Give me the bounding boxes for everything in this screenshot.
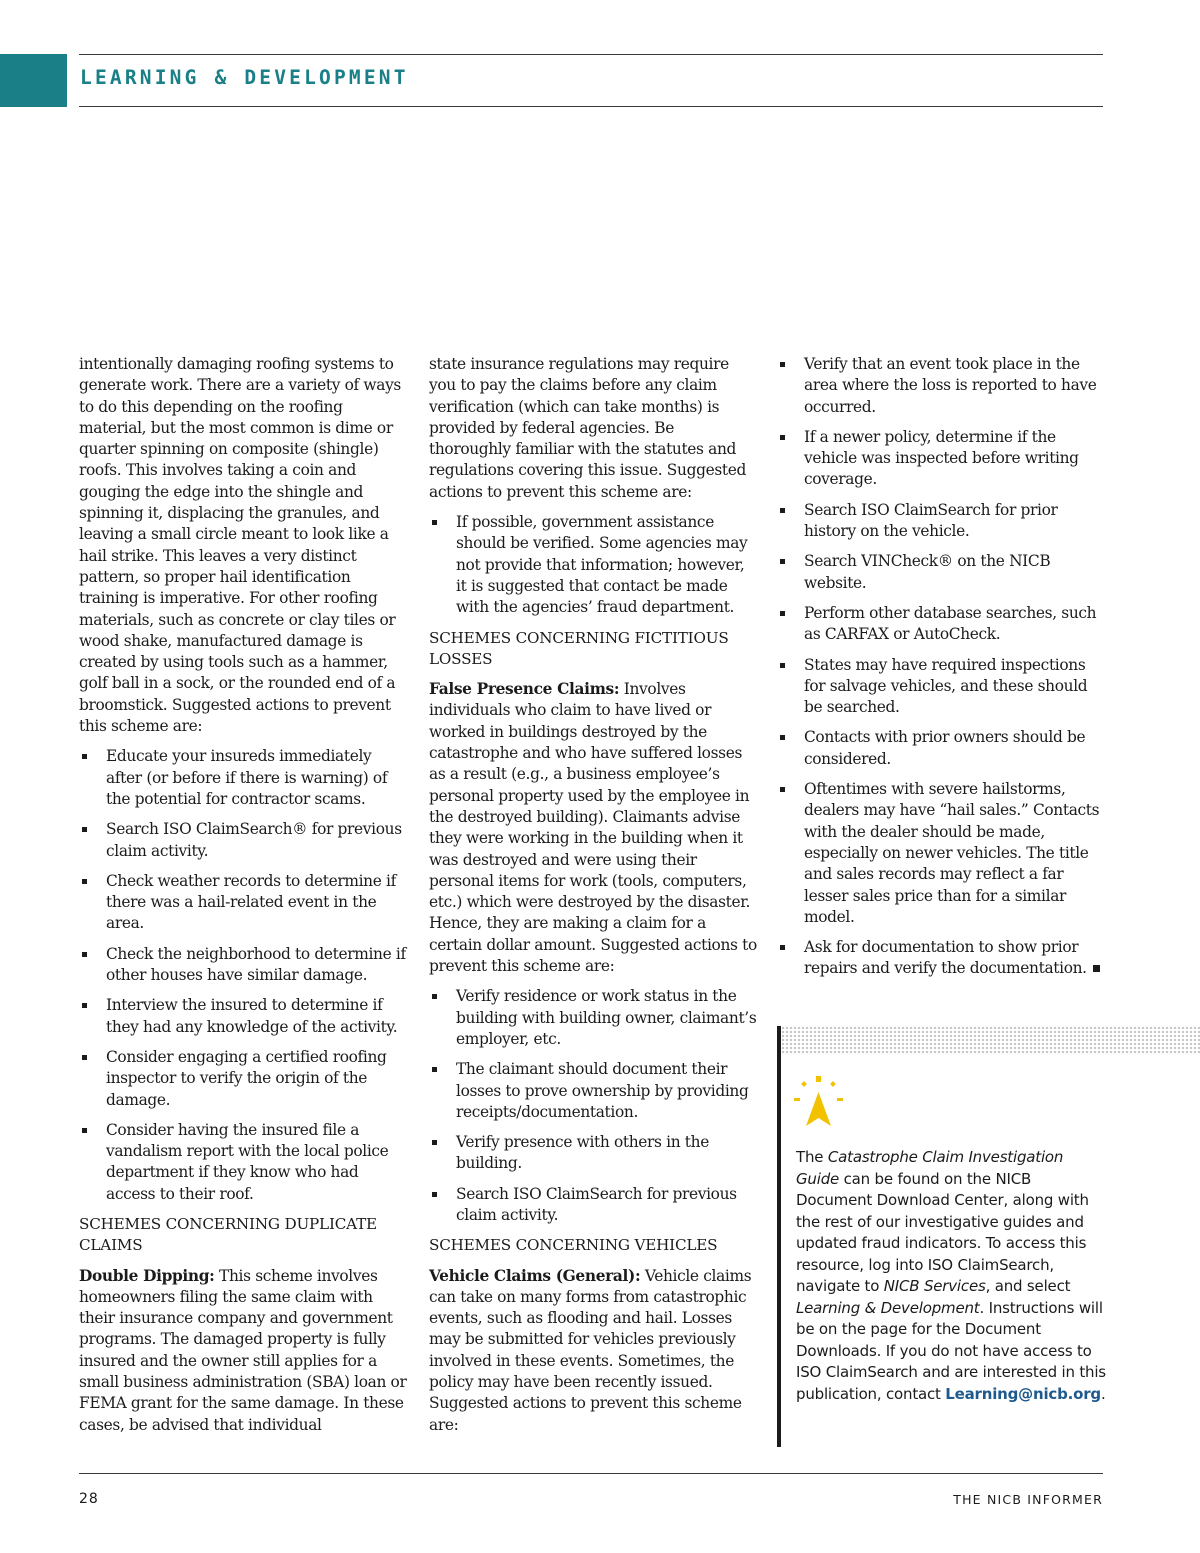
list-item-text: States may have required inspections for salvage vehicles, and these should be searched. [804,655,1088,717]
list-item-text: Verify that an event took place in the area where the loss is reported to have occurred. [804,355,1097,416]
list-item-text: Check the neighborhood to determine if other houses have similar damage. [106,944,406,985]
article-column-1 [79,354,409,1445]
prevention-list [777,354,1107,928]
prevention-list [429,512,759,618]
square-bullet-icon [82,1128,87,1133]
list-item [777,551,1107,594]
list-item-text: Interview the insured to determine if they had any knowledge of the activity. [106,996,398,1036]
list-item-text: Oftentimes with severe hailstorms, dealers may have “hail sales.” Contacts with the dealer should be made, especially on newer vehicles. The title and sales records may reflect a far lesser sales price than for a similar model. [804,780,1100,926]
run-in-text: Vehicle claims can take on many forms from catastrophic events, such as flooding and hail. Losses may be submitted for vehicles previously involved in these events. Sometimes, the policy may have been recently issued. Suggested actions to prevent this scheme are: [429,1266,752,1434]
list-item [777,779,1107,928]
contact-email-link[interactable]: Learning@nicb.org [945,1384,1101,1403]
run-in-text: Involves individuals who claim to have lived or worked in buildings destroyed by the catastrophe and who have suffered losses as a result (e.g., a business employee’s personal property used by the employee in the destroyed building). Claimants advise they were working in the building when it was destroyed and were using their personal items for work (tools, computers, etc.) which were destroyed by the disaster. Hence, they are making a claim for a certain dollar amount. Suggested actions to prevent this scheme are: [429,680,757,976]
publication-name: THE NICB INFORMER [953,1492,1103,1507]
callout-text [796,1147,1106,1405]
square-bullet-icon [780,787,785,792]
list-item [429,986,759,1050]
paragraph-vehicle-claims [429,1266,759,1436]
paragraph-double-dipping [79,1266,409,1436]
list-item-text: Verify presence with others in the building. [456,1133,709,1173]
list-item [79,1047,409,1111]
end-of-article-icon [1093,965,1100,972]
list-item-text: Consider engaging a certified roofing inspector to verify the origin of the damage. [106,1047,387,1109]
list-item-text: Check weather records to determine if there was a hail-related event in the area. [106,871,396,933]
square-bullet-icon [780,435,785,440]
square-bullet-icon [780,735,785,740]
list-item-text: The claimant should document their losses to prove ownership by providing receipts/documentation. [456,1060,749,1121]
paragraph-false-presence [429,679,759,977]
square-bullet-icon [780,945,785,950]
list-item [79,944,409,987]
square-bullet-icon [82,754,87,759]
menu-path-services: NICB Services [883,1277,986,1295]
square-bullet-icon [82,827,87,832]
list-item-text: Search ISO ClaimSearch for prior history on the vehicle. [804,500,1058,541]
page-number: 28 [79,1491,99,1507]
list-item [79,995,409,1038]
subhead-duplicate-claims: SCHEMES CONCERNING DUPLICATE CLAIMS [79,1214,377,1255]
callout-accent-bar [777,1026,781,1447]
square-bullet-icon [82,1003,87,1008]
list-item [777,427,1107,491]
list-item-text: Perform other database searches, such as CARFAX or AutoCheck. [804,603,1097,644]
square-bullet-icon [780,559,785,564]
run-in-text: This scheme involves homeowners filing the same claim with their insurance company and government programs. The damaged property is fully insured and the owner still applies for a small business administration (SBA) loan or FEMA grant for the same damage. In these cases, be advised that individual [79,1266,407,1434]
footer-rule [79,1473,1103,1474]
square-bullet-icon [432,1067,437,1072]
callout-text-run: The [796,1148,828,1166]
spotlight-arrow-icon [794,1076,844,1130]
square-bullet-icon [82,879,87,884]
list-item [777,500,1107,543]
list-item [777,727,1107,770]
section-color-tab [0,54,67,107]
list-item [79,1120,409,1205]
header-top-rule [79,54,1103,55]
list-item [429,1132,759,1175]
article-column-3 [777,354,1107,989]
list-item-text: Ask for documentation to show prior repairs and verify the documentation. [804,938,1087,978]
prevention-list [429,986,759,1226]
list-item-text: Search ISO ClaimSearch for previous claim activity. [456,1184,737,1224]
subhead-fictitious-losses: SCHEMES CONCERNING FICTITIOUS LOSSES [429,628,729,668]
square-bullet-icon [82,1055,87,1060]
callout-dot-pattern [781,1026,1200,1054]
square-bullet-icon [780,663,785,668]
square-bullet-icon [432,520,437,525]
list-item-text: If a newer policy, determine if the vehicle was inspected before writing coverage. [804,427,1079,489]
square-bullet-icon [780,362,785,367]
menu-path-learning: Learning & Development [796,1298,980,1317]
list-item-text: Verify residence or work status in the building with building owner, claimant’s employer, etc. [456,987,757,1048]
list-item [777,937,1107,980]
header-bottom-rule [79,106,1103,107]
callout-text-run: . [1100,1384,1106,1403]
square-bullet-icon [432,1140,437,1145]
square-bullet-icon [780,508,785,513]
list-item [429,512,759,618]
callout-text-run: . Instructions will be on the page for the Document Downloads. If you do not have access to ISO ClaimSearch and are interested in this publication, contact [796,1298,1106,1403]
section-title: LEARNING & DEVELOPMENT [80,66,409,89]
square-bullet-icon [82,952,87,957]
list-item [429,1059,759,1123]
paragraph: intentionally damaging roofing systems to generate work. There are a variety of ways to do this depending on the roofing material, but the most common is dime or quarter spinning on composite (shingle) roofs. This involves taking a coin and gouging the edge into the shingle and spinning it, displacing the granules, and leaving a small circle meant to look like a hail strike. This leaves a very distinct pattern, so proper hail identification training is imperative. For other roofing materials, such as concrete or clay tiles or wood shake, manufactured damage is created by using tools such as a hammer, golf ball in a sock, or the rounded end of a broomstick. Suggested actions to prevent this scheme are: [79,355,401,736]
list-item [429,1184,759,1227]
list-item-text: Contacts with prior owners should be considered. [804,728,1086,768]
list-item-text: If possible, government assistance should be verified. Some agencies may not provide that information; however, it is suggested that contact be made with the agencies’ fraud department. [456,513,748,617]
square-bullet-icon [432,1192,437,1197]
list-item-text: Search ISO ClaimSearch® for previous claim activity. [106,820,402,860]
callout-text-run: can be found on the NICB Document Download Center, along with the rest of our investigative guides and updated fraud indicators. To access this resource, log into ISO ClaimSearch, navigate to [796,1169,1089,1295]
list-item [777,603,1107,646]
article-column-2 [429,354,759,1445]
guide-title: Catastrophe Claim Investigation Guide [796,1148,1064,1188]
run-in-label: Double Dipping: [79,1266,215,1285]
paragraph: state insurance regulations may require you to pay the claims before any claim verification (which can take months) is provided by federal agencies. Be thoroughly familiar with the statutes and regulations covering this issue. Suggested actions to prevent this scheme are: [429,355,746,501]
list-item-text: Consider having the insured file a vandalism report with the local police department if they know who had access to their roof. [106,1120,389,1203]
square-bullet-icon [780,611,785,616]
list-item [79,871,409,935]
square-bullet-icon [432,994,437,999]
list-item-text: Search VINCheck® on the NICB website. [804,552,1051,592]
list-item [79,746,409,810]
list-item-text: Educate your insureds immediately after (or before if there is warning) of the potential for contractor scams. [106,747,388,808]
callout-text-run: , and select [985,1277,1071,1295]
run-in-label: Vehicle Claims (General): [429,1266,641,1285]
list-item [777,354,1107,418]
prevention-list [79,746,409,1205]
prevention-list-end [777,937,1107,980]
run-in-label: False Presence Claims: [429,680,620,699]
subhead-vehicles: SCHEMES CONCERNING VEHICLES [429,1236,718,1255]
list-item [777,655,1107,719]
list-item [79,819,409,862]
